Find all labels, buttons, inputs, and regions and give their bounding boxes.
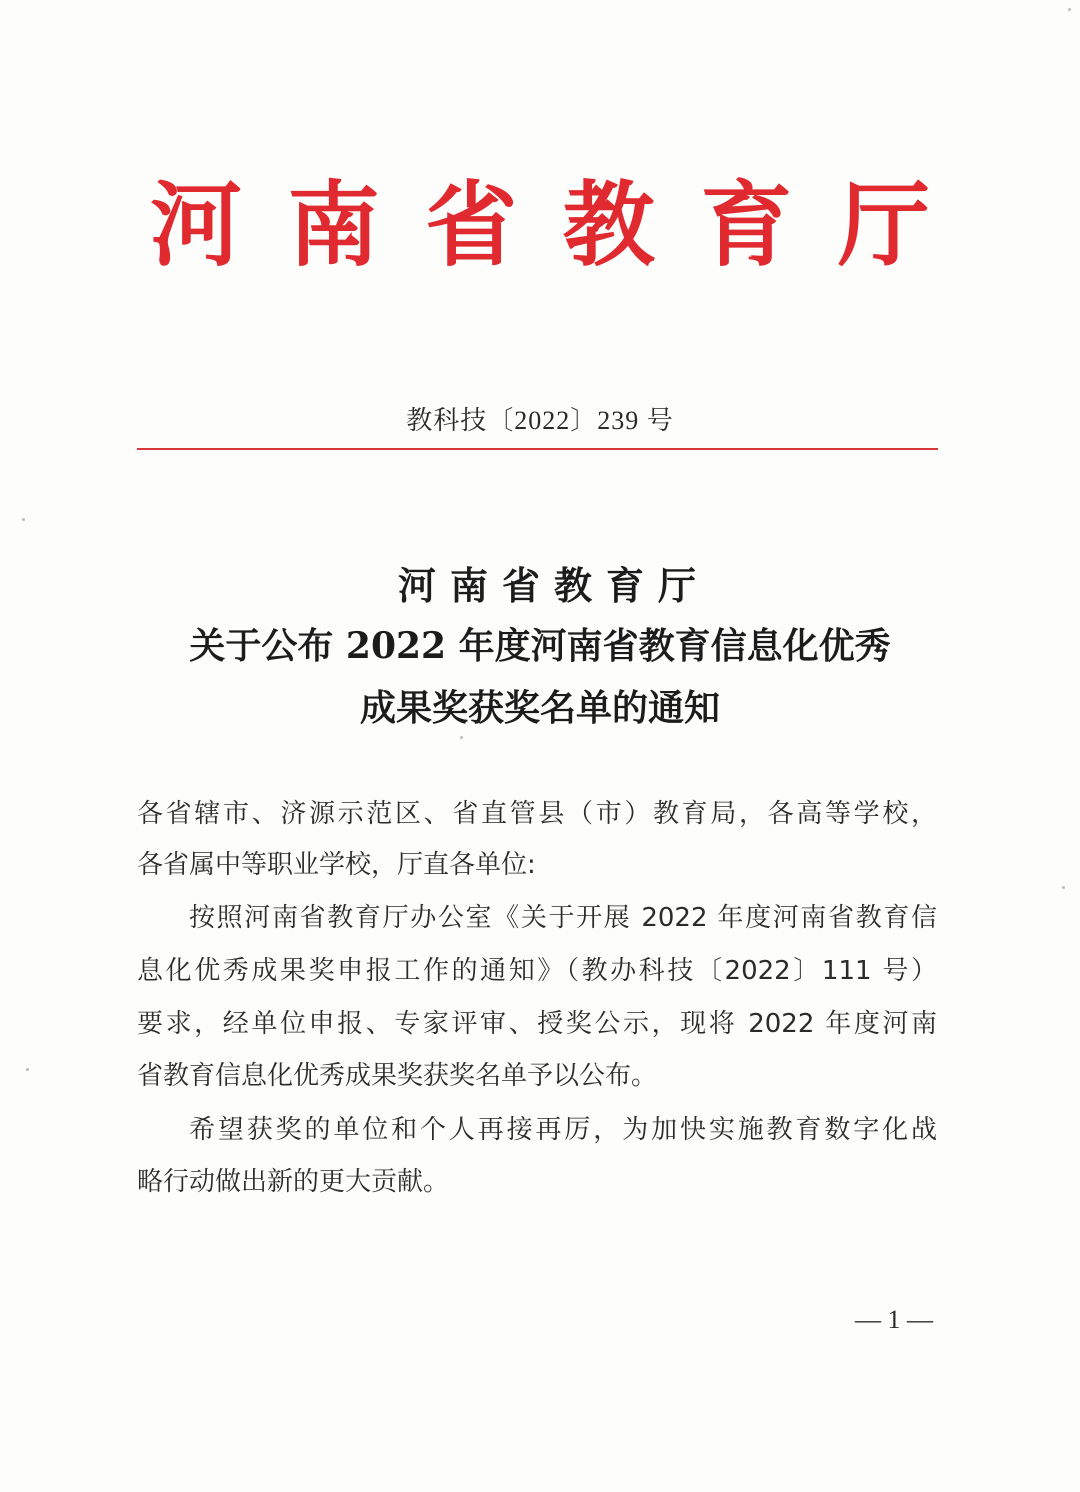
header-char: 育: [700, 171, 793, 279]
header-char: 厅: [837, 171, 930, 279]
body-line-salutation-1: 各省辖市、济源示范区、省直管县（市）教育局，各高等学校，: [137, 799, 937, 829]
scan-speck: [1068, 8, 1071, 11]
body-line-paragraph-1a: 按照河南省教育厅办公室《关于开展 2022 年度河南省教育信: [189, 903, 937, 933]
body-line-paragraph-1b: 息化优秀成果奖申报工作的通知》（教办科技〔2022〕111 号）: [137, 956, 937, 986]
scan-speck: [26, 1068, 29, 1071]
body-line-paragraph-1c: 要求，经单位申报、专家评审、授奖公示，现将 2022 年度河南: [137, 1009, 937, 1039]
body-line-paragraph-2a: 希望获奖的单位和个人再接再厉，为加快实施教育数字化战: [189, 1115, 937, 1145]
scan-speck: [22, 518, 25, 521]
title-line-2: 关于公布 2022 年度河南省教育信息化优秀: [189, 625, 891, 667]
header-char: 南: [287, 171, 380, 279]
header-char: 教: [562, 171, 655, 279]
scan-speck: [460, 736, 463, 739]
header-char: 河: [150, 171, 243, 279]
body-line-paragraph-1d: 省教育信息化优秀成果奖获奖名单予以公布。: [137, 1061, 658, 1091]
page-number: — 1 —: [855, 1305, 933, 1334]
document-number: 教科技〔2022〕239 号: [406, 406, 674, 435]
red-divider-line: [137, 448, 938, 450]
scan-speck: [1062, 886, 1065, 889]
body-line-paragraph-2b: 略行动做出新的更大贡献。: [137, 1167, 450, 1197]
title-organization: 河南省教育厅: [397, 563, 710, 608]
title-line-3: 成果奖获奖名单的通知: [359, 687, 720, 729]
header-char: 省: [425, 171, 518, 279]
body-line-salutation-2: 各省属中等职业学校，厅直各单位:: [137, 850, 536, 880]
red-header-organization: [150, 170, 930, 280]
